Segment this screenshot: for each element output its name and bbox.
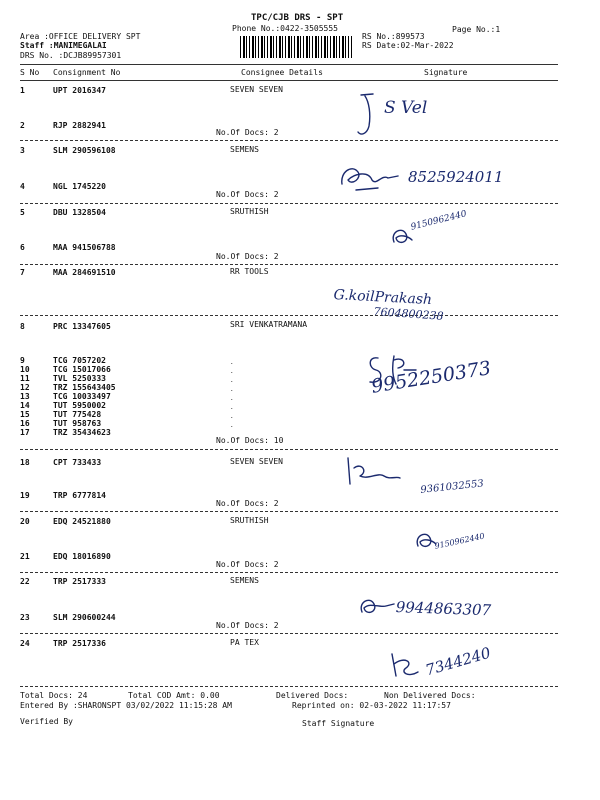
divider <box>20 203 558 204</box>
rs-number: RS No.:899573 <box>362 32 425 41</box>
divider <box>20 511 558 512</box>
col-sno: S No <box>20 68 40 77</box>
signature-text: S Vel <box>384 98 428 118</box>
row-sno: 16 <box>20 419 30 428</box>
signature-text: G.koilPrakash <box>333 287 433 309</box>
row-consignee: SEVEN SEVEN <box>230 457 283 466</box>
row-consignee: PA TEX <box>230 638 259 647</box>
row-sno: 24 <box>20 639 30 648</box>
area-label: Area :OFFICE DELIVERY SPT <box>20 32 141 41</box>
col-consignee: Consignee Details <box>241 68 323 77</box>
phone-number: Phone No.:0422-3505555 <box>232 24 338 33</box>
signature-mark <box>356 592 396 622</box>
row-consignment: TRZ 155643405 <box>53 383 116 392</box>
signature-number: 9150962440 <box>433 531 486 551</box>
total-docs: Total Docs: 24 <box>20 691 88 700</box>
row-docs: No.Of Docs: 2 <box>216 190 279 199</box>
divider <box>20 686 558 687</box>
signature-mark <box>355 92 380 140</box>
document-title: TPC/CJB DRS - SPT <box>251 13 344 23</box>
row-sno: 14 <box>20 401 30 410</box>
col-signature: Signature <box>424 68 468 77</box>
signature-mark <box>338 160 402 194</box>
row-consignee: SRUTHISH <box>230 207 269 216</box>
row-sno: 18 <box>20 458 30 467</box>
signature-number: 7604800238 <box>373 305 444 323</box>
divider <box>20 80 558 81</box>
row-consignee: SEMENS <box>230 145 259 154</box>
row-consignment: TCG 15017066 <box>53 365 111 374</box>
non-delivered-docs: Non Delivered Docs: <box>384 691 476 700</box>
row-consignment: NGL 1745220 <box>53 182 106 191</box>
row-sno: 20 <box>20 517 30 526</box>
reprinted-on: Reprinted on: 02-03-2022 11:17:57 <box>292 701 451 710</box>
signature-number: 9944863307 <box>395 598 492 620</box>
row-sno: 2 <box>20 121 25 130</box>
signature-number: 9952250373 <box>369 357 493 398</box>
signature-mark <box>338 454 404 488</box>
divider <box>20 315 558 316</box>
row-consignment: RJP 2882941 <box>53 121 106 130</box>
row-sno: 21 <box>20 552 30 561</box>
col-consignment: Consignment No <box>53 68 121 77</box>
row-docs: No.Of Docs: 2 <box>216 560 279 569</box>
barcode <box>240 36 352 58</box>
row-consignment: TRP 2517333 <box>53 577 106 586</box>
row-sno: 22 <box>20 577 30 586</box>
row-sno: 13 <box>20 392 30 401</box>
staff-signature-label: Staff Signature <box>302 719 375 728</box>
rs-date: RS Date:02-Mar-2022 <box>362 41 454 50</box>
row-consignment: TRP 2517336 <box>53 639 106 648</box>
signature-mark <box>386 648 422 682</box>
row-consignment: TUT 775428 <box>53 410 102 419</box>
verified-by: Verified By <box>20 717 73 726</box>
row-consignment: TUT 958763 <box>53 419 102 428</box>
row-sno: 6 <box>20 243 25 252</box>
entered-by: Entered By :SHARONSPT 03/02/2022 11:15:28 AM <box>20 701 232 710</box>
divider <box>20 264 558 265</box>
row-sno: 17 <box>20 428 30 437</box>
signature-mark <box>412 526 438 554</box>
divider <box>20 64 558 65</box>
row-sno: 3 <box>20 146 25 155</box>
total-cod: Total COD Amt: 0.00 <box>128 691 220 700</box>
row-consignment: PRC 13347605 <box>53 322 111 331</box>
staff-name: Staff :MANIMEGALAI <box>20 41 107 50</box>
row-docs: No.Of Docs: 2 <box>216 252 279 261</box>
row-consignment: SLM 290600244 <box>53 613 116 622</box>
row-sno: 1 <box>20 86 25 95</box>
row-sno: 9 <box>20 356 25 365</box>
row-consignee: SEMENS <box>230 576 259 585</box>
row-sno: 19 <box>20 491 30 500</box>
row-consignee: SRI VENKATRAMANA <box>230 320 308 329</box>
row-sno: 4 <box>20 182 25 191</box>
row-consignment: TUT 5950002 <box>53 401 106 410</box>
row-sno: 7 <box>20 268 25 277</box>
row-consignment: TRZ 35434623 <box>53 428 111 437</box>
divider <box>20 140 558 141</box>
divider <box>20 572 558 573</box>
row-consignment: EDQ 24521880 <box>53 517 111 526</box>
row-consignment: SLM 290596108 <box>53 146 116 155</box>
row-sno: 12 <box>20 383 30 392</box>
row-consignment: DBU 1328504 <box>53 208 106 217</box>
row-consignment: CPT 733433 <box>53 458 102 467</box>
row-consignee: SRUTHISH <box>230 516 269 525</box>
row-sno: 8 <box>20 322 25 331</box>
row-sno: 5 <box>20 208 25 217</box>
row-consignment: MAA 284691510 <box>53 268 116 277</box>
row-consignment: MAA 941506788 <box>53 243 116 252</box>
row-sno: 10 <box>20 365 30 374</box>
delivered-docs: Delivered Docs: <box>276 691 349 700</box>
row-sno: 11 <box>20 374 30 383</box>
row-consignee: SEVEN SEVEN <box>230 85 283 94</box>
row-sno: 23 <box>20 613 30 622</box>
signature-number: 9150962440 <box>409 209 468 233</box>
row-consignment: TRP 6777814 <box>53 491 106 500</box>
page-number: Page No.:1 <box>452 25 501 34</box>
drs-number: DRS No. :DCJB89957301 <box>20 51 122 60</box>
row-docs: No.Of Docs: 2 <box>216 621 279 630</box>
row-docs: No.Of Docs: 2 <box>216 499 279 508</box>
signature-number: 9361032553 <box>419 478 485 496</box>
row-consignment: TCG 10033497 <box>53 392 111 401</box>
signature-number: 8525924011 <box>408 168 504 186</box>
signature-number: 7344240 <box>423 643 493 680</box>
row-docs: No.Of Docs: 10 <box>216 436 284 445</box>
row-consignee-blank: . . . . . . . . <box>230 359 234 429</box>
row-consignment: TCG 7057202 <box>53 356 106 365</box>
row-consignee: RR TOOLS <box>230 267 269 276</box>
row-consignment: UPT 2016347 <box>53 86 106 95</box>
row-sno: 15 <box>20 410 30 419</box>
row-consignment: EDQ 18016890 <box>53 552 111 561</box>
row-consignment: TVL 5250333 <box>53 374 106 383</box>
row-docs: No.Of Docs: 2 <box>216 128 279 137</box>
divider <box>20 633 558 634</box>
divider <box>20 449 558 450</box>
